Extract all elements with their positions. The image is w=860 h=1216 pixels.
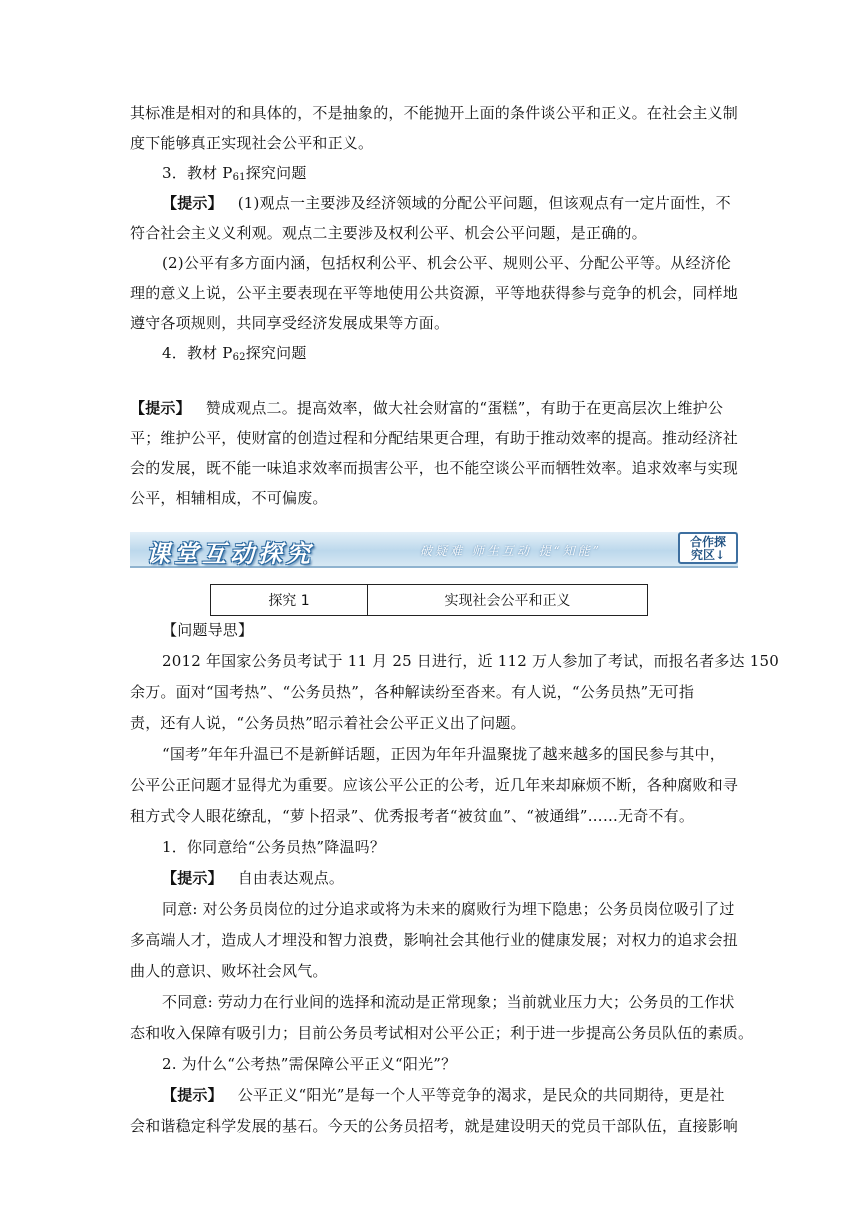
hint-label: 【提示】 [162,1086,223,1104]
paragraph-line: 余万。面对“国考热”、“公务员热”，各种解读纷至沓来。有人说，“公务员热”无可指 [130,683,695,701]
paragraph-line: 租方式令人眼花缭乱，“萝卜招录”、优秀报考者“被贫血”、“被通缉”……无奇不有。 [130,807,695,825]
paragraph-line: 责，还有人说，“公务员热”昭示着社会公平正义出了问题。 [130,714,526,732]
banner-tag: 合作探 究区↓ [678,532,738,564]
paragraph-line: 符合社会主义义利观。观点二主要涉及权利公平、机会公平问题，是正确的。 [130,224,647,242]
paragraph-line: 态和收入保障有吸引力；目前公务员考试相对公平公正；利于进一步提高公务员队伍的素质。 [130,1024,754,1042]
paragraph-line: 会和谐稳定科学发展的基石。今天的公务员招考，就是建设明天的党员干部队伍，直接影响 [130,1117,739,1135]
paragraph-line: (2)公平有多方面内涵，包括权利公平、机会公平、规则公平、分配公平等。从经济伦 [162,254,732,272]
section-banner [130,532,738,568]
paragraph-line: 公平，相辅相成，不可偏废。 [130,489,328,507]
table-cell-topic-title: 实现社会公平和正义 [444,593,571,609]
hint-label: 【提示】 [162,194,223,212]
paragraph-line: 2012 年国家公务员考试于 11 月 25 日进行，近 112 万人参加了考试，而报名者多达 150 [162,652,779,670]
item-3-heading: 3．教材 $P_{61}$探究问题 [162,164,307,183]
paragraph-line: 理的意义上说，公平主要表现在平等地使用公共资源，平等地获得参与竞争的机会，同样地 [130,284,739,302]
hint-line: 【提示】 自由表达观点。 [162,869,345,887]
paragraph-line: 会的发展，既不能一味追求效率而损害公平，也不能空谈公平而牺牲效率。追求效率与实现 [130,459,739,477]
paragraph-line: 平；维护公平，使财富的创造过程和分配结果更合理，有助于推动效率的提高。推动经济社 [130,429,739,447]
banner-title: 课堂互动探究 [146,539,314,568]
question-1: 1．你同意给“公务员热”降温吗？ [162,838,386,856]
paragraph-line: 度下能够真正实现社会公平和正义。 [130,134,374,152]
paragraph-line: 不同意: 劳动力在行业间的选择和流动是正常现象；当前就业压力大；公务员的工作状 [162,993,735,1011]
guide-label: 【问题导思】 [162,621,254,639]
paragraph-line: 其标准是相对的和具体的，不是抽象的，不能抛开上面的条件谈公平和正义。在社会主义制 [130,104,739,122]
paragraph-line: 遵守各项规则，共同享受经济发展成果等方面。 [130,314,450,332]
paragraph-line: 多高端人才，造成人才埋没和智力浪费，影响社会其他行业的健康发展；对权力的追求会扭 [130,931,739,949]
paragraph-line: 同意: 对公务员岗位的过分追求或将为未来的腐败行为埋下隐患；公务员岗位吸引了过 [162,900,735,918]
hint-line: 【提示】 赞成观点二。提高效率，做大社会财富的“蛋糕”，有助于在更高层次上维护公 [130,399,724,417]
question-2: 2. 为什么“公考热”需保障公平正义“阳光”？ [162,1055,457,1073]
table-cell-topic-number: 探究 1 [211,585,368,615]
hint-label: 【提示】 [130,399,191,417]
topic-table [210,584,648,616]
banner-subtitle: 破疑难 师生互动 提“知能” [420,544,602,558]
paragraph-line: “国考”年年升温已不是新鲜话题，正因为年年升温聚拢了越来越多的国民参与其中， [162,745,725,763]
paragraph-line: 公平公正问题才显得尤为重要。应该公平公正的公考，近几年来却麻烦不断，各种腐败和寻 [130,776,739,794]
item-4-heading: 4．教材 $P_{62}$探究问题 [162,344,307,363]
hint-label: 【提示】 [162,869,223,887]
paragraph-line: 曲人的意识、败坏社会风气。 [130,962,328,980]
hint-line: 【提示】 公平正义“阳光”是每一个人平等竞争的渴求，是民众的共同期待，更是社 [162,1086,725,1104]
hint-line: 【提示】 (1)观点一主要涉及经济领域的分配公平问题，但该观点有一定片面性，不 [162,194,731,212]
